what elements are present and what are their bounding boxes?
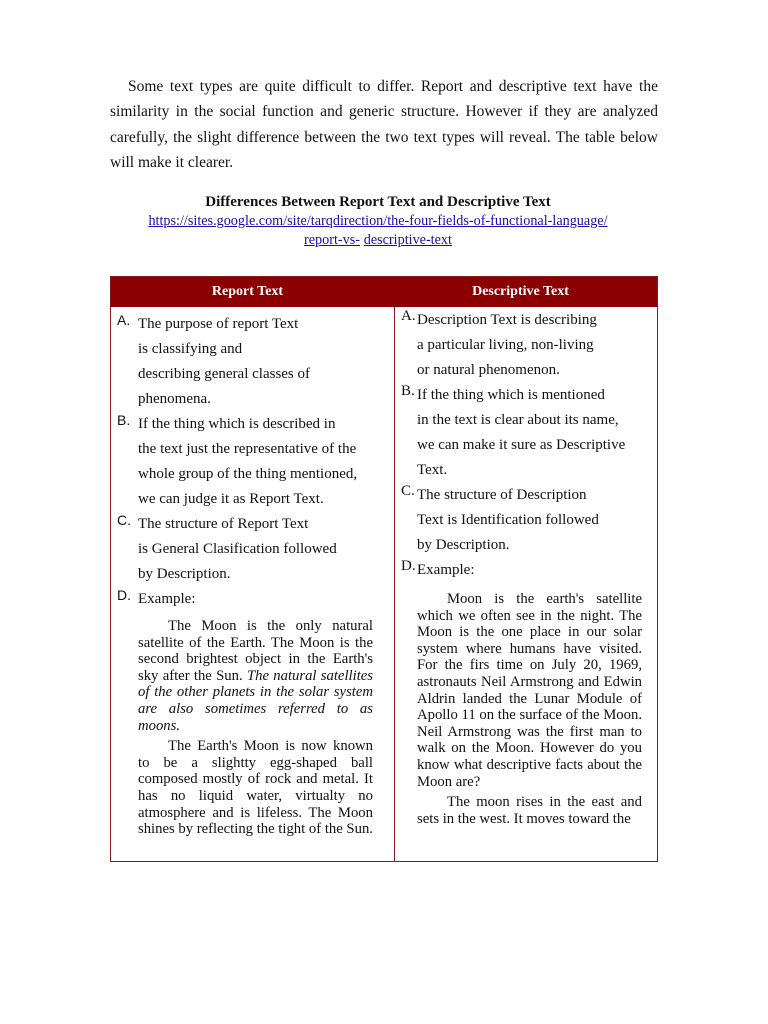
comparison-table: [110, 276, 658, 862]
point-line: we can make it sure as Descriptive: [417, 437, 626, 453]
report-example-italic-text: The natural satellites of the other planets in the solar system are also sometimes referred to as moons.: [138, 667, 374, 734]
point-line: Example:: [417, 562, 475, 578]
source-link-part2[interactable]: report-vs-: [304, 232, 360, 248]
point-line: describing general classes of: [138, 366, 311, 382]
report-example-paragraph-2: The Earth's Moon is now known to be a slightty egg-shaped ball composed mostly of rock and metal. It has no liquid water, virtualty no atmosphere and is lifeless. The Moon shines by reflecting the tight of the Sun.: [138, 738, 373, 838]
point-line: Text is Identification followed: [417, 512, 599, 528]
report-point-c: [117, 512, 385, 587]
descriptive-point-c: [401, 483, 651, 558]
point-letter: D.: [117, 587, 131, 603]
point-letter: A.: [401, 308, 416, 324]
report-example-paragraph-1: [138, 618, 373, 734]
header-report-text: Report Text: [211, 284, 284, 299]
point-line: whole group of the thing mentioned,: [138, 466, 358, 482]
point-line: The structure of Report Text: [138, 516, 309, 532]
report-point-d: [117, 587, 385, 612]
point-line: The structure of Description: [417, 487, 587, 503]
descriptive-text-column: [401, 307, 651, 861]
table-header-row: [111, 277, 657, 307]
point-letter: C.: [401, 483, 415, 499]
point-line: If the thing which is described in: [138, 416, 336, 432]
descriptive-example-paragraph-2: The moon rises in the east and sets in the west. It moves toward the: [417, 794, 642, 827]
point-line: Text.: [417, 462, 448, 478]
source-link-part3[interactable]: descriptive-text: [363, 232, 452, 248]
point-line: the text just the representative of the: [138, 441, 357, 457]
report-text-column: [117, 307, 385, 861]
report-point-a: [117, 312, 385, 412]
point-line: is classifying and: [138, 341, 243, 357]
table-caption: [110, 193, 646, 250]
source-link-part1[interactable]: https://sites.google.com/site/tarqdirection/the-four-fields-of-functional-language/: [148, 213, 608, 229]
point-line: by Description.: [138, 566, 231, 582]
intro-paragraph: Some text types are quite difficult to differ. Report and descriptive text have the similarity in the social function and generic structure. However if they are analyzed carefully, the slight difference between the two text types will reveal. The table below will make it clearer.: [110, 78, 658, 171]
point-line: in the text is clear about its name,: [417, 412, 619, 428]
point-line: or natural phenomenon.: [417, 362, 560, 378]
point-line: a particular living, non-living: [417, 337, 594, 353]
descriptive-point-d: [401, 558, 651, 583]
report-example-text: The Moon is the only natural satellite of the Earth. The Moon is the second brightest object in the Earth's sky after the Sun.: [138, 618, 373, 684]
point-letter: B.: [401, 383, 415, 399]
point-line: by Description.: [417, 537, 510, 553]
column-divider: [394, 307, 395, 861]
point-line: is General Clasification followed: [138, 541, 337, 557]
point-letter: B.: [117, 412, 131, 428]
point-letter: A.: [117, 312, 131, 328]
descriptive-example-paragraph-1: Moon is the earth's satellite which we often see in the night. The Moon is the one place in our solar system where humans have visited. For the firs time on July 20, 1969, astronauts Neil Armstrong and Edwin Aldrin landed the Lunar Module of Apollo 11 on the surface of the Moon. Neil Armstrong was the first man to walk on the Moon. However do you know what descriptive facts about the Moon are?: [417, 591, 642, 790]
point-line: If the thing which is mentioned: [417, 387, 605, 403]
descriptive-point-a: [401, 308, 651, 383]
point-line: Example:: [138, 591, 196, 607]
report-point-b: [117, 412, 385, 512]
point-line: The purpose of report Text: [138, 316, 299, 332]
point-line: Description Text is describing: [417, 312, 597, 328]
point-line: we can judge it as Report Text.: [138, 491, 324, 507]
point-line: phenomena.: [138, 391, 211, 407]
point-letter: D.: [401, 558, 416, 574]
descriptive-point-b: [401, 383, 651, 483]
caption-title: Differences Between Report Text and Descriptive Text: [205, 194, 551, 210]
header-descriptive-text: Descriptive Text: [472, 284, 569, 299]
point-letter: C.: [117, 512, 131, 528]
